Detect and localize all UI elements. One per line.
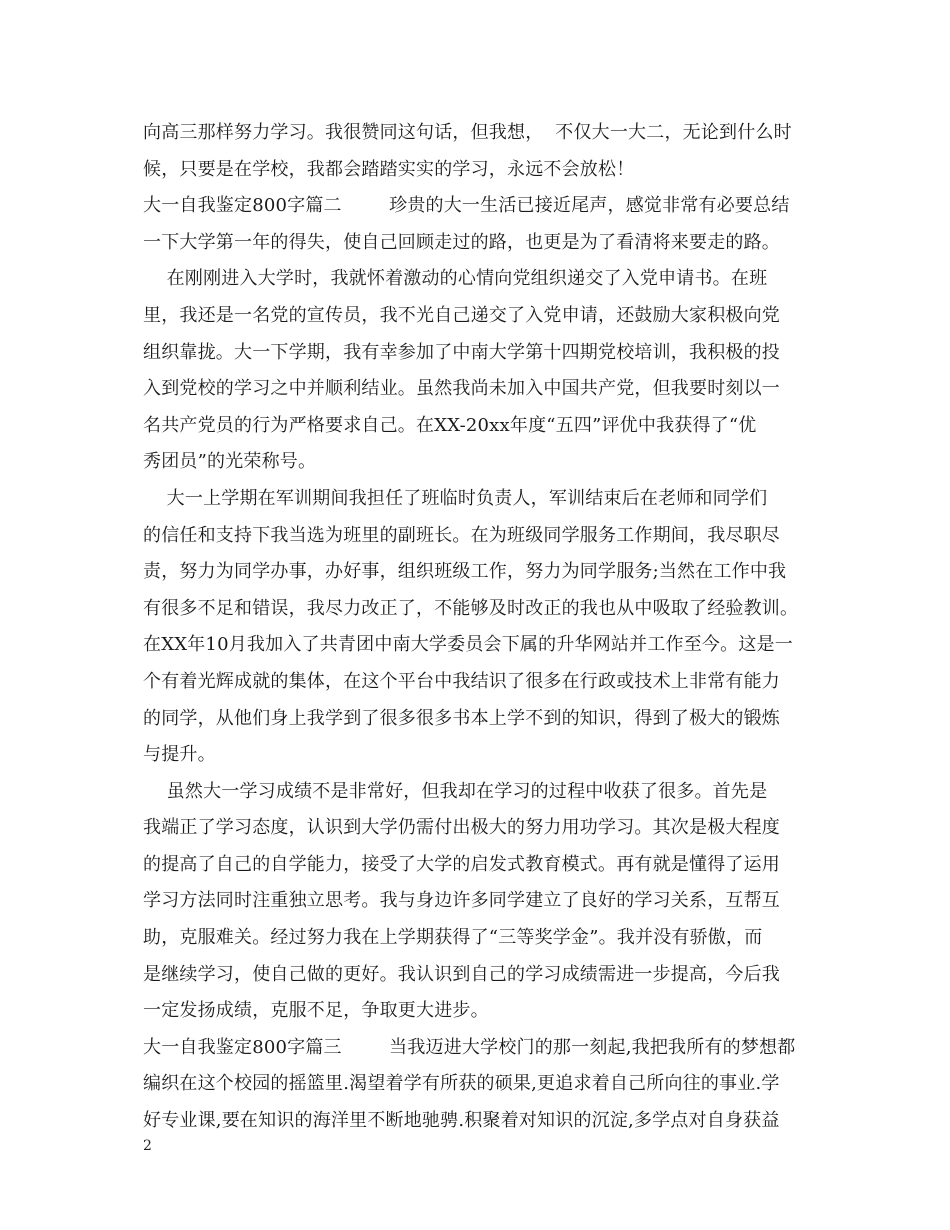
text-line: 秀团员”的光荣称号。 xyxy=(143,451,317,473)
text-line: 入到党校的学习之中并顺利结业。虽然我尚未加入中国共产党，但我要时刻以一 xyxy=(143,378,780,400)
text-line: 责，努力为同学办事，办好事，组织班级工作，努力为同学服务;当然在工作中我 xyxy=(143,561,787,583)
text-line: 学习方法同时注重独立思考。我与身边许多同学建立了良好的学习关系，互帮互 xyxy=(143,890,780,912)
text-line: 好专业课,要在知识的海洋里不断地驰骋.积聚着对知识的沉淀,多学点对自身获益 xyxy=(143,1110,780,1132)
text-line: 有很多不足和错误，我尽力改正了，不能够及时改正的我也从中吸取了经验教训。 xyxy=(143,597,799,619)
text-line: 一定发扬成绩，克服不足，争取更大进步。 xyxy=(143,1000,489,1022)
text-line: 的同学，从他们身上我学到了很多很多书本上学不到的知识，得到了极大的锻炼 xyxy=(143,707,780,729)
text-line: 是继续学习，使自己做的更好。我认识到自己的学习成绩需进一步提高，今后我 xyxy=(143,963,780,985)
paragraph-start-line: 虽然大一学习成绩不是非常好，但我却在学习的过程中收获了很多。首先是 xyxy=(143,780,768,802)
text-line: 一下大学第一年的得失，使自己回顾走过的路，也更是为了看清将来要走的路。 xyxy=(143,231,780,253)
text-line: 向高三那样努力学习。我很赞同这句话，但我想， 不仅大一大二，无论到什么时 xyxy=(143,122,792,143)
text-line: 里，我还是一名党的宣传员，我不光自己递交了入党申请，还鼓励大家积极向党 xyxy=(143,304,780,326)
text-line: 组织靠拢。大一下学期，我有幸参加了中南大学第十四期党校培训，我积极的投 xyxy=(143,341,780,363)
text-line: 在XX年10月我加入了共青团中南大学委员会下属的升华网站并工作至今。这是一 xyxy=(143,634,793,656)
section-heading-line: 大一自我鉴定800字篇三 当我迈进大学校门的那一刻起,我把我所有的梦想都 xyxy=(143,1036,796,1058)
section-heading-line: 大一自我鉴定800字篇二 珍贵的大一生活已接近尾声，感觉非常有必要总结 xyxy=(143,195,790,217)
text-line: 的提高了自己的自学能力，接受了大学的启发式教育模式。再有就是懂得了运用 xyxy=(143,853,780,875)
paragraph-start-line: 在刚刚进入大学时，我就怀着激动的心情向党组织递交了入党申请书。在班 xyxy=(143,268,768,290)
text-line: 助，克服难关。经过努力我在上学期获得了“三等奖学金”。我并没有骄傲，而 xyxy=(143,927,763,949)
paragraph-start-line: 大一上学期在军训期间我担任了班临时负责人，军训结束后在老师和同学们 xyxy=(143,487,768,509)
page-number: 2 xyxy=(143,1138,152,1154)
body-text xyxy=(143,115,811,1140)
text-line: 名共产党员的行为严格要求自己。在XX-20xx年度“五四”评优中我获得了“优 xyxy=(143,414,757,436)
text-line: 与提升。 xyxy=(143,744,216,766)
text-line: 我端正了学习态度，认识到大学仍需付出极大的努力用功学习。其次是极大程度 xyxy=(143,817,780,839)
text-line: 编织在这个校园的摇篮里.渴望着学有所获的硕果,更追求着自己所向往的事业.学 xyxy=(143,1073,780,1095)
text-line: 候，只要是在学校，我都会踏踏实实的学习，永远不会放松！ xyxy=(143,158,635,180)
text-line: 的信任和支持下我当选为班里的副班长。在为班级同学服务工作期间，我尽职尽 xyxy=(143,524,780,546)
text-line: 个有着光辉成就的集体，在这个平台中我结识了很多在行政或技术上非常有能力 xyxy=(143,670,780,692)
